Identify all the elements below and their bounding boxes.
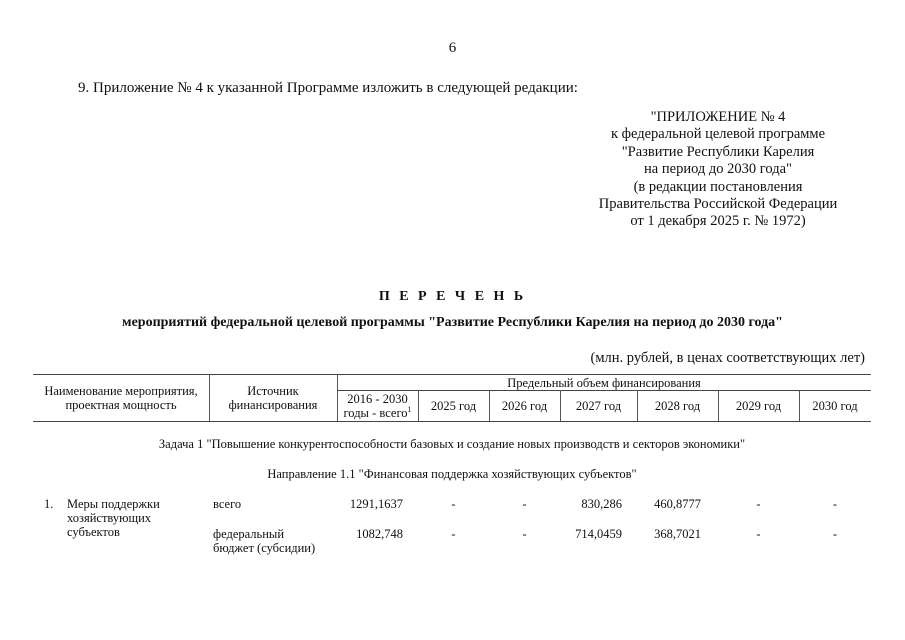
- appendix-header: [568, 109, 868, 231]
- header-year-2026: 2026 год: [501, 399, 548, 413]
- header-text: годы - всего: [343, 406, 408, 420]
- footnote-marker: 1: [407, 404, 412, 414]
- row-name-line: субъектов: [67, 525, 120, 539]
- header-source-column: [209, 384, 337, 412]
- row-2028: 368,7021: [654, 527, 701, 541]
- header-funding-group: Предельный объем финансирования: [507, 376, 701, 390]
- intro-paragraph: 9. Приложение № 4 к указанной Программе изложить в следующей редакции:: [78, 80, 578, 96]
- header-text: [337, 406, 418, 420]
- header-year-2030: 2030 год: [812, 399, 858, 413]
- row-source-line: федеральный: [213, 527, 285, 541]
- appendix-line: на период до 2030 года": [644, 161, 792, 178]
- page-number: 6: [448, 40, 457, 56]
- header-text: 2016 - 2030: [347, 392, 408, 406]
- document-title: П Е Р Е Ч Е Н Ь: [378, 289, 527, 304]
- header-period-column: [337, 392, 418, 420]
- task-caption: Задача 1 "Повышение конкурентоспособности базовых и создание новых производств и секторов экономики": [158, 437, 746, 451]
- header-text: Источник: [247, 384, 299, 398]
- appendix-line: (в редакции постановления: [633, 178, 803, 195]
- header-year-2028: 2028 год: [654, 399, 701, 413]
- row-2026: -: [522, 527, 527, 541]
- row-2025: -: [451, 527, 456, 541]
- header-year-2025: 2025 год: [430, 399, 477, 413]
- appendix-line: Правительства Российской Федерации: [598, 196, 838, 213]
- units-note: (млн. рублей, в ценах соответствующих лет): [590, 350, 865, 366]
- document-subtitle: мероприятий федеральной целевой программы "Развитие Республики Карелия на период до 2030 года": [122, 315, 783, 330]
- row-2025: -: [451, 497, 456, 511]
- row-number: 1.: [44, 497, 54, 511]
- table-header-bottom-rule: [33, 421, 871, 422]
- row-source: [213, 527, 315, 555]
- row-2027: 830,286: [581, 497, 622, 511]
- header-text: проектная мощность: [65, 398, 177, 412]
- header-year-2029: 2029 год: [735, 399, 782, 413]
- appendix-line: "ПРИЛОЖЕНИЕ № 4: [650, 109, 786, 125]
- header-text: Наименование мероприятия,: [44, 384, 198, 398]
- row-2029: -: [756, 527, 761, 541]
- appendix-line: к федеральной целевой программе: [610, 126, 826, 143]
- row-source: всего: [213, 497, 242, 511]
- row-name-line: Меры поддержки: [67, 497, 160, 511]
- appendix-line: от 1 декабря 2025 г. № 1972): [630, 213, 806, 230]
- row-total: 1082,748: [356, 527, 403, 541]
- row-2026: -: [522, 497, 527, 511]
- row-name: [67, 497, 160, 539]
- header-name-column: [33, 384, 209, 412]
- header-text: финансирования: [228, 398, 318, 412]
- row-name-line: хозяйствующих: [67, 511, 152, 525]
- header-year-2027: 2027 год: [575, 399, 622, 413]
- row-source-line: бюджет (субсидии): [213, 541, 316, 555]
- row-2028: 460,8777: [654, 497, 701, 511]
- table-top-rule: [33, 374, 871, 375]
- row-2030: -: [832, 497, 838, 511]
- row-2029: -: [756, 497, 761, 511]
- row-2030: -: [832, 527, 838, 541]
- direction-caption: Направление 1.1 "Финансовая поддержка хозяйствующих субъектов": [267, 467, 637, 481]
- appendix-line: "Развитие Республики Карелия: [621, 143, 815, 160]
- row-2027: 714,0459: [575, 527, 622, 541]
- row-total: 1291,1637: [349, 497, 403, 511]
